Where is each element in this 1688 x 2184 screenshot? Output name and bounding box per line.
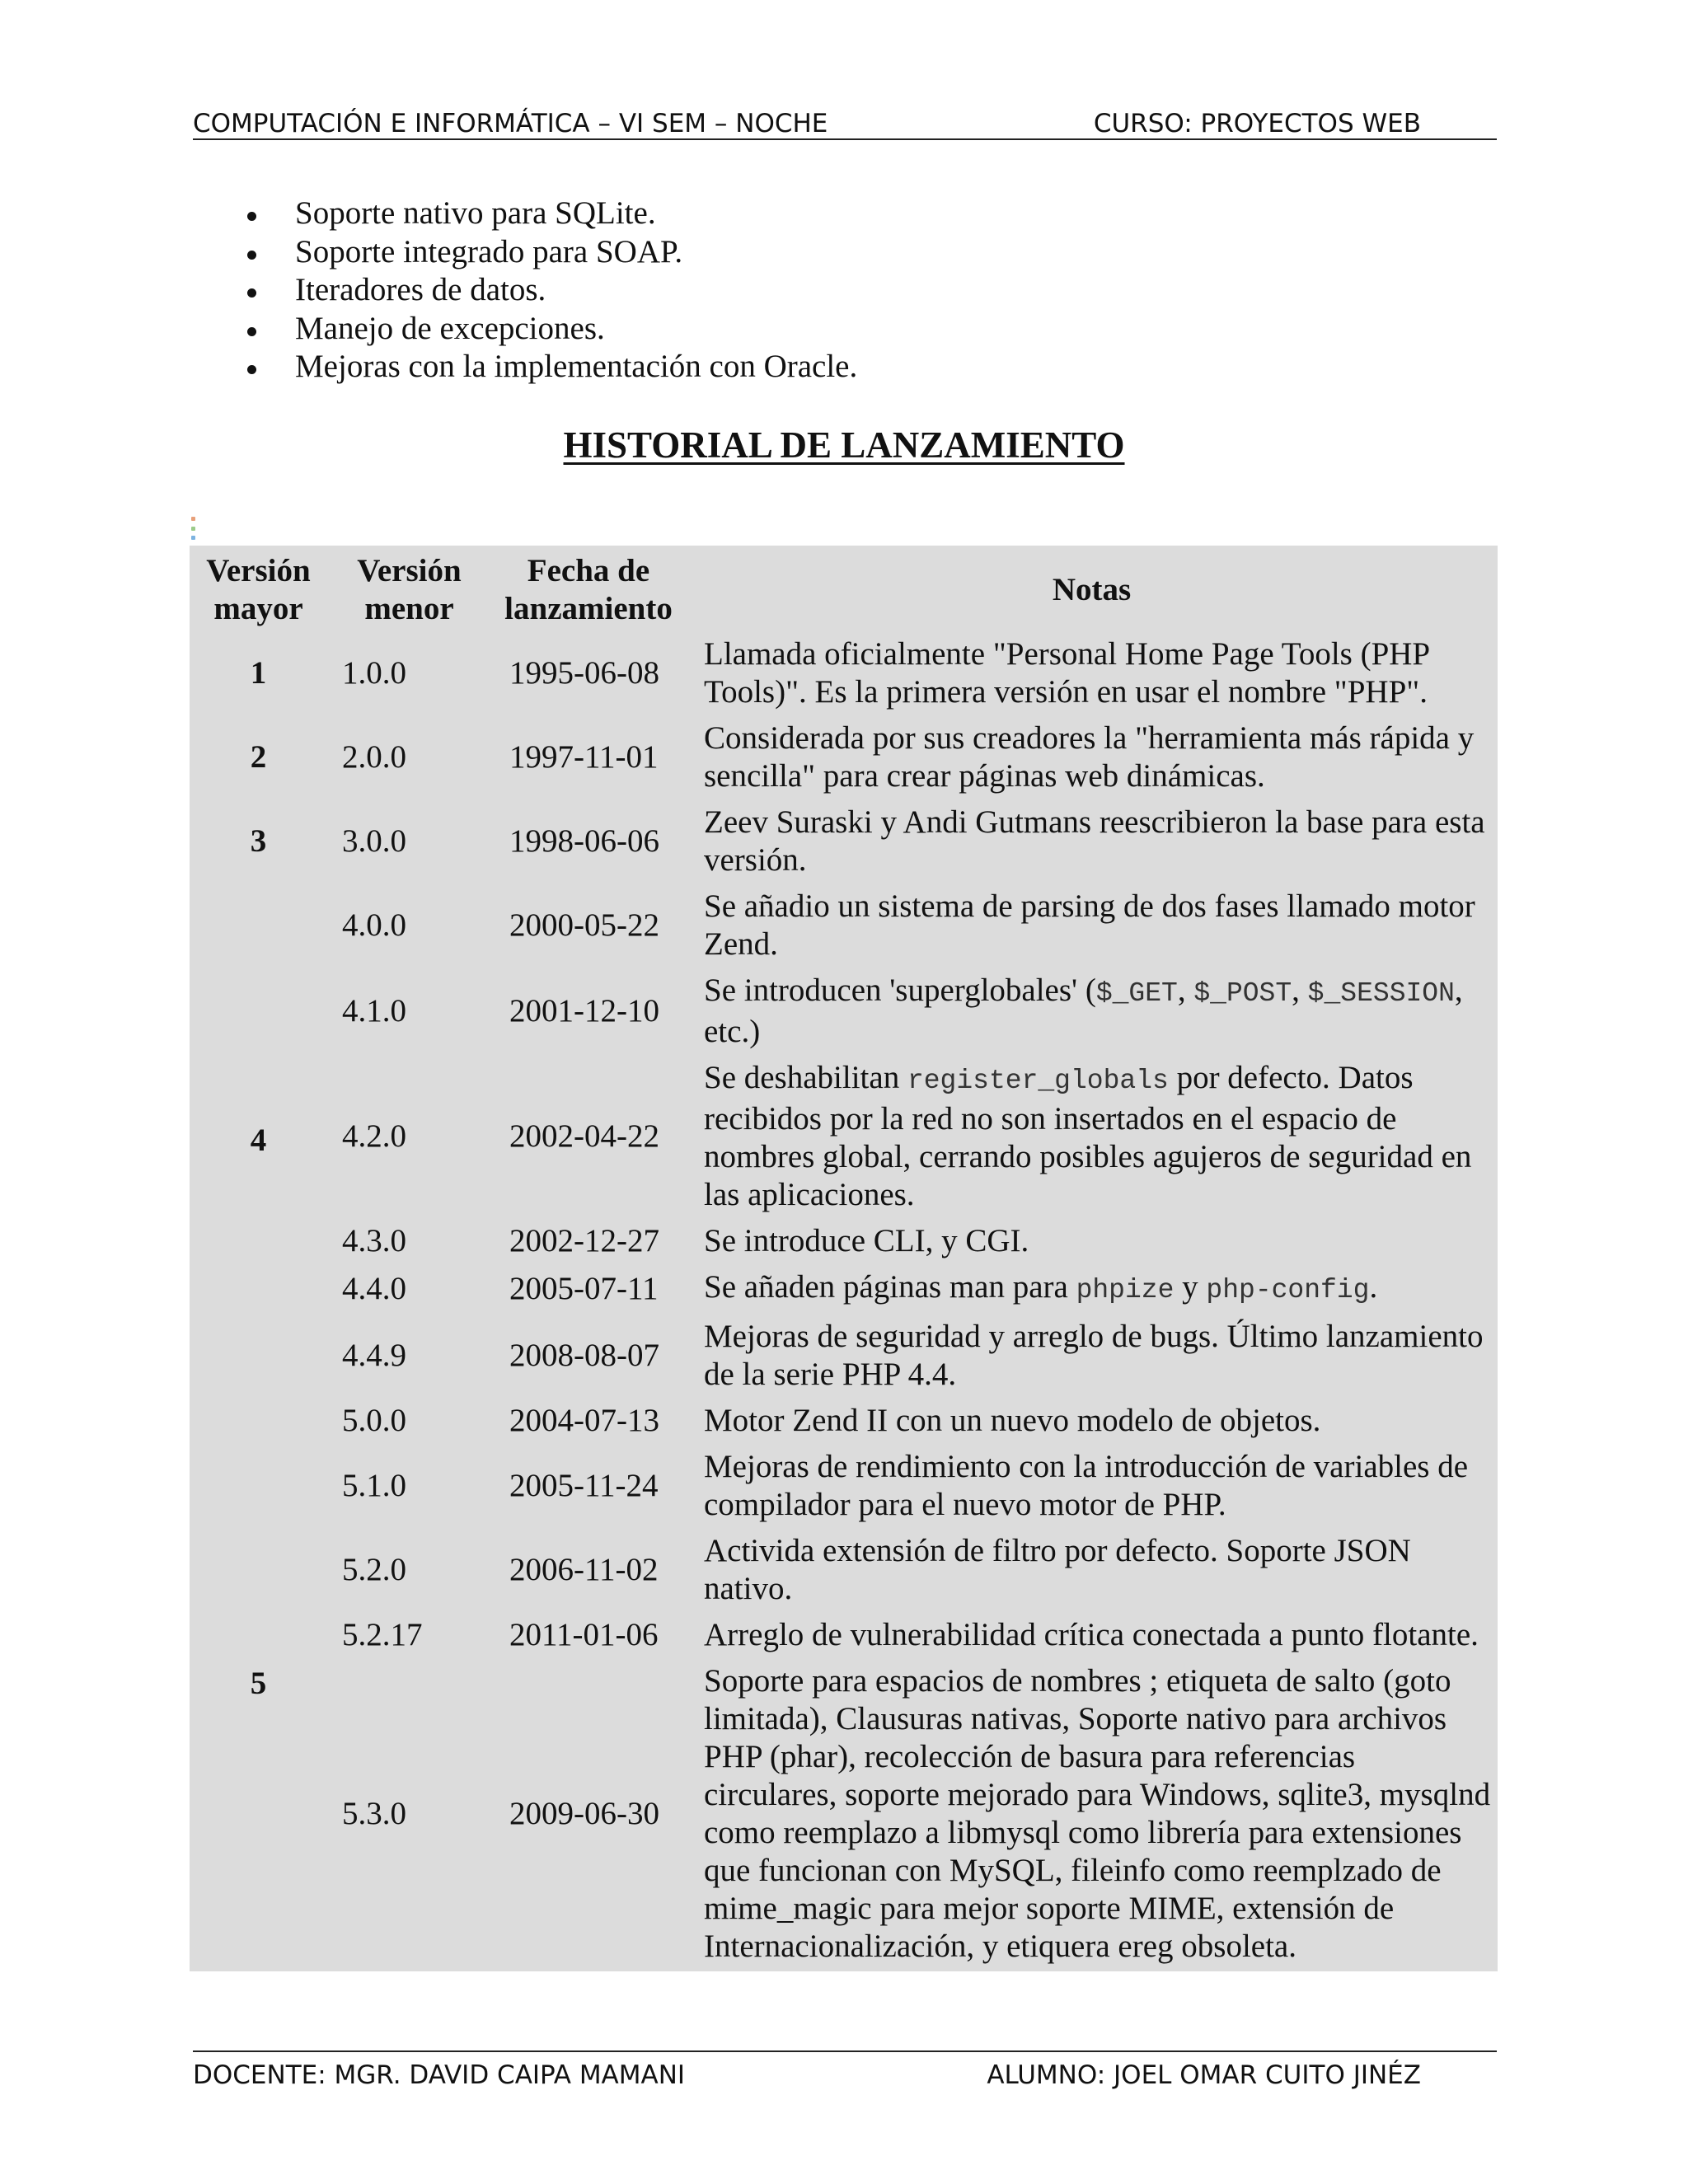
- minor-version: 5.0.0: [342, 1403, 406, 1438]
- table-row: [190, 1264, 1498, 1314]
- release-date: 2009-06-30: [509, 1796, 659, 1831]
- release-date: 2008-08-07: [509, 1338, 659, 1373]
- table-row: [190, 1055, 1498, 1218]
- bullet-icon: [247, 251, 256, 260]
- release-notes: Se introducen 'superglobales' ($_GET, $_POST, $_SESSION, etc.): [704, 972, 1463, 1049]
- table-row: [190, 799, 1498, 883]
- list-item: Soporte nativo para SQLite.: [239, 194, 857, 233]
- header-course-name: CURSO: PROYECTOS WEB: [1093, 109, 1421, 138]
- release-notes: Se introduce CLI, y CGI.: [704, 1223, 1029, 1258]
- minor-version: 2.0.0: [342, 739, 406, 775]
- table-row: [190, 1218, 1498, 1264]
- release-date: 1995-06-08: [509, 655, 659, 691]
- major-version: 4: [250, 1122, 267, 1158]
- release-notes: Activida extensión de filtro por defecto. Soporte JSON nativo.: [704, 1533, 1411, 1606]
- footer-teacher: DOCENTE: MGR. DAVID CAIPA MAMANI: [193, 2060, 686, 2090]
- list-item: Mejoras con la implementación con Oracle.: [239, 348, 857, 387]
- minor-version: 4.1.0: [342, 993, 406, 1029]
- minor-version: 4.2.0: [342, 1118, 406, 1154]
- table-header-row: [190, 546, 1498, 631]
- major-version: 5: [250, 1666, 267, 1701]
- bullet-icon: [247, 212, 256, 221]
- release-notes: Arreglo de vulnerabilidad crítica conectada a punto flotante.: [704, 1617, 1479, 1652]
- release-notes: Motor Zend II con un nuevo modelo de objetos.: [704, 1403, 1321, 1438]
- release-date: 2000-05-22: [509, 907, 659, 943]
- table-row: [190, 1314, 1498, 1398]
- table-row: [190, 1612, 1498, 1658]
- release-date: 2005-11-24: [509, 1468, 659, 1503]
- code-span: $_GET: [1095, 978, 1178, 1009]
- section-title: HISTORIAL DE LANZAMIENTO: [563, 424, 1125, 466]
- release-date: 2006-11-02: [509, 1552, 659, 1587]
- code-span: phpize: [1076, 1275, 1175, 1305]
- table-row: [190, 1658, 1498, 1970]
- table-row: [190, 968, 1498, 1055]
- table-row: [190, 883, 1498, 968]
- release-date: 1997-11-01: [509, 739, 659, 775]
- minor-version: 1.0.0: [342, 655, 406, 691]
- minor-version: 4.4.9: [342, 1338, 406, 1373]
- minor-version: 5.3.0: [342, 1796, 406, 1831]
- minor-version: 5.1.0: [342, 1468, 406, 1503]
- minor-version: 3.0.0: [342, 823, 406, 859]
- minor-version: 4.4.0: [342, 1271, 406, 1306]
- list-item: Manejo de excepciones.: [239, 310, 857, 349]
- code-span: $_POST: [1193, 978, 1292, 1009]
- release-notes: Llamada oficialmente "Personal Home Page Tools (PHP Tools)". Es la primera versión en usar el nombre "PHP".: [704, 636, 1429, 710]
- list-item: Soporte integrado para SOAP.: [239, 233, 857, 272]
- table-row: [190, 1528, 1498, 1612]
- major-version: 1: [250, 655, 267, 691]
- header-course-info: COMPUTACIÓN E INFORMÁTICA – VI SEM – NOCHE: [193, 109, 828, 138]
- minor-version: 5.2.17: [342, 1617, 423, 1652]
- handle-dot: [191, 527, 195, 531]
- page-footer: [193, 2050, 1497, 2098]
- release-date: 2002-12-27: [509, 1223, 659, 1258]
- bullet-icon: [247, 327, 256, 336]
- header-minor-version: Versión menor: [357, 553, 462, 626]
- handle-dot: [191, 536, 195, 540]
- release-notes: Soporte para espacios de nombres ; etiqueta de salto (goto limitada), Clausuras nativas, Soporte nativo para archivos PHP (phar), recolección de basura para referencias circulares, soporte mejorado para Windows, sqlite3, mysqlnd como reemplazo a libmysql como librería para extensiones que funcionan con MySQL, fileinfo como reemplzado de mime_magic para mejor soporte MIME, extensión de Internacionalización, y etiquera ereg obsoleta.: [704, 1663, 1491, 1964]
- release-date: 2004-07-13: [509, 1403, 659, 1438]
- minor-version: 5.2.0: [342, 1552, 406, 1587]
- minor-version: 4.3.0: [342, 1223, 406, 1258]
- release-date: 2005-07-11: [509, 1271, 659, 1306]
- release-date: 2002-04-22: [509, 1118, 659, 1154]
- bullet-icon: [247, 288, 256, 298]
- code-span: php-config: [1206, 1275, 1370, 1305]
- release-date: 1998-06-06: [509, 823, 659, 859]
- header-major-version: Versión mayor: [206, 553, 311, 626]
- release-notes: Zeev Suraski y Andi Gutmans reescribieron la base para esta versión.: [704, 804, 1485, 878]
- release-history-table: [190, 546, 1498, 1971]
- handle-dot: [191, 517, 195, 521]
- table-row: [190, 1444, 1498, 1528]
- footer-student: ALUMNO: JOEL OMAR CUITO JINÉZ: [987, 2060, 1421, 2090]
- release-date: 2001-12-10: [509, 993, 659, 1029]
- header-notes: Notas: [1052, 572, 1132, 607]
- bullet-icon: [247, 365, 256, 374]
- major-version: 3: [250, 823, 267, 859]
- release-notes: Mejoras de seguridad y arreglo de bugs. Último lanzamiento de la serie PHP 4.4.: [704, 1319, 1484, 1392]
- features-list: [239, 194, 857, 387]
- release-notes: Mejoras de rendimiento con la introducción de variables de compilador para el nuevo motor de PHP.: [704, 1449, 1469, 1522]
- release-date: 2011-01-06: [509, 1617, 659, 1652]
- table-row: [190, 631, 1498, 715]
- release-notes: Considerada por sus creadores la "herramienta más rápida y sencilla" para crear páginas web dinámicas.: [704, 720, 1475, 794]
- release-notes: Se añaden páginas man para phpize y php-config.: [704, 1269, 1378, 1305]
- code-span: register_globals: [907, 1066, 1169, 1096]
- release-notes: Se deshabilitan register_globals por defecto. Datos recibidos por la red no son insertados en el espacio de nombres global, cerrando posibles agujeros de seguridad en las aplicaciones.: [704, 1060, 1472, 1212]
- page-header: [193, 97, 1497, 140]
- code-span: $_SESSION: [1307, 978, 1455, 1009]
- header-release-date: Fecha de lanzamiento: [504, 553, 673, 626]
- minor-version: 4.0.0: [342, 907, 406, 943]
- table-drag-handle-icon[interactable]: [191, 517, 196, 540]
- table-row: [190, 715, 1498, 799]
- major-version: 2: [250, 739, 267, 775]
- release-notes: Se añadio un sistema de parsing de dos fases llamado motor Zend.: [704, 888, 1475, 962]
- list-item: Iteradores de datos.: [239, 271, 857, 310]
- table-row: [190, 1398, 1498, 1444]
